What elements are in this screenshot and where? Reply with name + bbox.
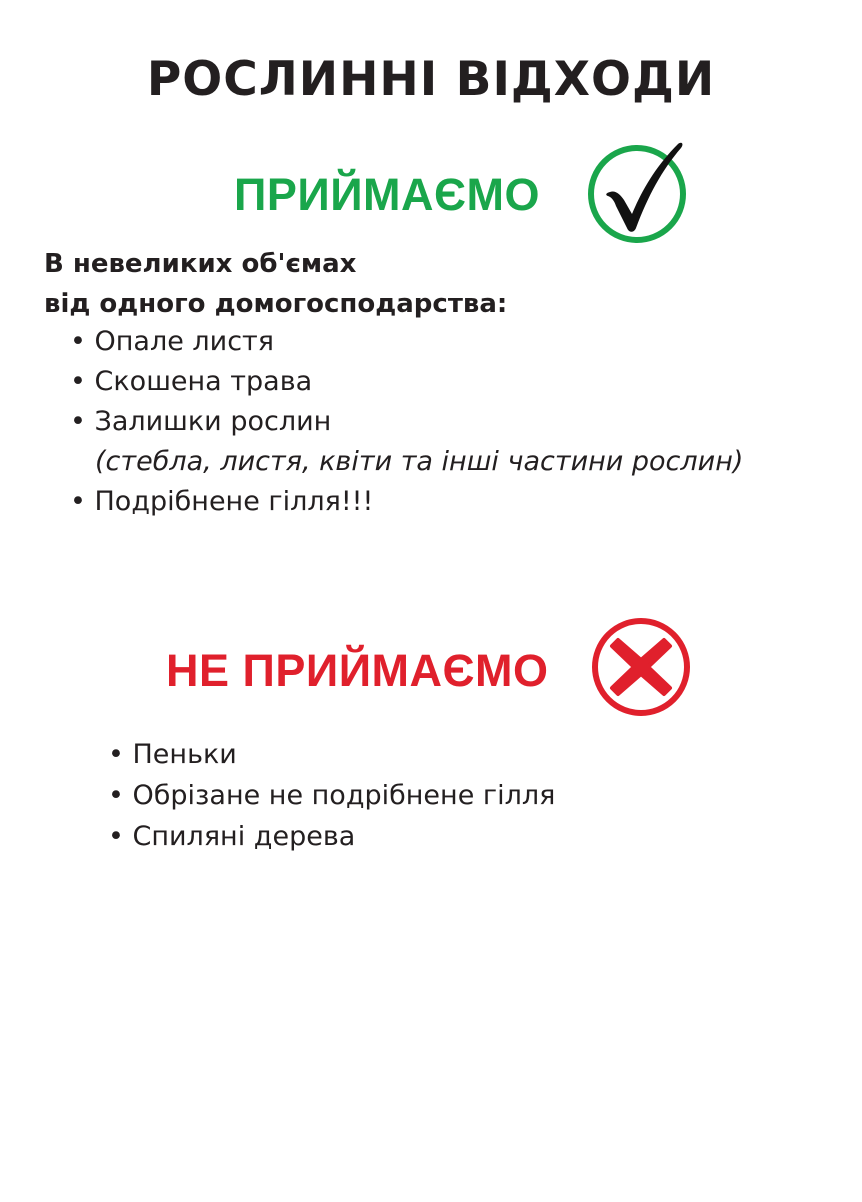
list-item: • Обрізане не подрібнене гілля <box>108 780 556 811</box>
list-item: • Опале листя <box>70 326 275 357</box>
accepted-list <box>70 322 743 522</box>
rejected-heading: НЕ ПРИЙМАЄМО <box>166 645 549 696</box>
page-title: РОСЛИННІ ВІДХОДИ <box>146 52 716 107</box>
cross-circle-icon <box>590 616 692 718</box>
list-item: • Подрібнене гілля!!! <box>70 486 374 517</box>
rejected-list <box>108 734 555 857</box>
check-circle-icon <box>584 142 690 246</box>
accepted-heading: ПРИЙМАЄМО <box>234 169 541 220</box>
accepted-header <box>0 142 862 246</box>
accepted-intro <box>44 244 507 324</box>
list-item: • Залишки рослин <box>70 406 332 437</box>
list-item-note: (стебла, листя, квіти та інші частини рослин) <box>95 446 744 477</box>
list-item: • Скошена трава <box>70 366 313 397</box>
accepted-intro-line-2: від одного домогосподарства: <box>44 289 508 319</box>
rejected-header <box>0 614 862 720</box>
list-item: • Пеньки <box>108 739 237 770</box>
list-item: • Спиляні дерева <box>108 821 356 852</box>
accepted-intro-line-1: В невеликих об'ємах <box>44 249 357 279</box>
